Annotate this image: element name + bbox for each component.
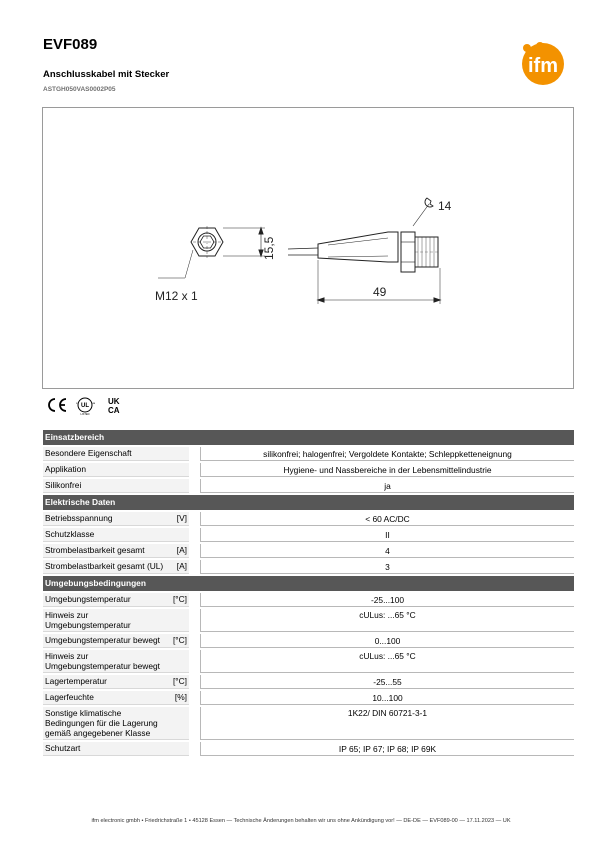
spec-label-cell	[43, 544, 189, 558]
spec-unit: [A]	[176, 545, 187, 555]
spec-unit: [A]	[176, 561, 187, 571]
spec-label: Strombelastbarkeit gesamt (UL)	[45, 561, 164, 571]
spec-label: Lagerfeuchte	[45, 692, 94, 702]
spec-label-cell	[43, 707, 189, 740]
section-header: Elektrische Daten	[43, 495, 574, 510]
section-header: Einsatzbereich	[43, 430, 574, 445]
spec-value: silikonfrei; halogenfrei; Vergoldete Kontakte; Schleppketteneignung	[200, 447, 574, 461]
specification-table	[43, 430, 574, 758]
spec-label-cell	[43, 691, 189, 705]
spec-row	[43, 707, 574, 740]
spec-label-cell	[43, 560, 189, 574]
spec-unit: [°C]	[172, 594, 187, 604]
spec-label: Lagertemperatur	[45, 676, 107, 686]
spec-row	[43, 675, 574, 689]
spec-row	[43, 463, 574, 477]
svg-text:UL: UL	[81, 403, 89, 409]
spec-row	[43, 479, 574, 493]
length-dimension-label: 49	[373, 285, 387, 299]
culus-listed-icon	[76, 398, 96, 415]
spec-label-cell	[43, 742, 189, 756]
spec-row	[43, 593, 574, 607]
spec-value: 4	[200, 544, 574, 558]
page-footer: ifm electronic gmbh • Friedrichstraße 1 • 45128 Essen — Technische Änderungen behalten wir uns ohne Ankündigung vor! — DE-DE — EVF089-00 — 17.11.2023 — UK	[91, 818, 511, 824]
ifm-logo	[514, 42, 572, 86]
article-code: ASTGH050VAS0002P05	[43, 86, 116, 93]
spec-value: 0...100	[200, 634, 574, 648]
spec-value: IP 65; IP 67; IP 68; IP 69K	[200, 742, 574, 756]
spec-row	[43, 560, 574, 574]
spec-value: cULus: ...65 °C	[200, 609, 574, 632]
ukca-mark-icon	[108, 397, 120, 415]
spec-unit: [°C]	[172, 676, 187, 686]
spec-label: Betriebsspannung	[45, 513, 113, 523]
certification-marks	[46, 395, 136, 415]
spec-label: Schutzart	[45, 743, 81, 753]
spec-value: II	[200, 528, 574, 542]
spec-label-cell	[43, 675, 189, 689]
spec-value: 3	[200, 560, 574, 574]
spec-value: Hygiene- und Nassbereiche in der Lebensmittelindustrie	[200, 463, 574, 477]
spec-label-cell	[43, 512, 189, 526]
spec-label-cell	[43, 650, 189, 673]
svg-text:CA: CA	[108, 406, 120, 415]
product-subtitle: Anschlusskabel mit Stecker	[43, 69, 170, 80]
spec-label: Umgebungstemperatur bewegt	[45, 635, 160, 645]
spec-label: Besondere Eigenschaft	[45, 448, 132, 458]
logo-text: ifm	[528, 55, 558, 77]
spec-label-cell	[43, 528, 189, 542]
svg-text:UK: UK	[108, 397, 120, 406]
spec-unit: [°C]	[172, 635, 187, 645]
spec-value: -25...100	[200, 593, 574, 607]
svg-text:us: us	[92, 401, 96, 405]
section-header: Umgebungsbedingungen	[43, 576, 574, 591]
product-title: EVF089	[43, 36, 98, 53]
spec-label-cell	[43, 593, 189, 607]
spec-row	[43, 742, 574, 756]
spec-value: 1K22/ DIN 60721-3-1	[200, 707, 574, 740]
spec-row	[43, 544, 574, 558]
spec-label: Schutzklasse	[45, 529, 95, 539]
spec-row	[43, 650, 574, 673]
thread-label: M12 x 1	[155, 289, 198, 303]
spec-value: < 60 AC/DC	[200, 512, 574, 526]
spec-label-cell	[43, 447, 189, 461]
spec-label: Applikation	[45, 464, 86, 474]
spec-label: Umgebungstemperatur	[45, 594, 131, 604]
spec-value: 10...100	[200, 691, 574, 705]
spec-row	[43, 447, 574, 461]
spec-row	[43, 512, 574, 526]
spec-label-cell	[43, 463, 189, 477]
ce-mark-icon	[49, 399, 66, 411]
spec-unit: [V]	[176, 513, 187, 523]
spec-value: cULus: ...65 °C	[200, 650, 574, 673]
spec-label-cell	[43, 479, 189, 493]
spec-value: -25...55	[200, 675, 574, 689]
spec-row	[43, 691, 574, 705]
spec-row	[43, 609, 574, 632]
spec-row	[43, 634, 574, 648]
spec-unit: [%]	[174, 692, 187, 702]
spec-label-cell	[43, 609, 189, 632]
svg-text:LISTED: LISTED	[80, 413, 90, 415]
spec-label: Hinweis zur Umgebungstemperatur bewegt	[45, 651, 160, 671]
spec-label: Strombelastbarkeit gesamt	[45, 545, 145, 555]
spec-label: Silikonfrei	[45, 480, 82, 490]
spec-label: Hinweis zur Umgebungstemperatur	[45, 610, 131, 630]
spec-label: Sonstige klimatische Bedingungen für die Lagerung gemäß angegebener Klasse	[45, 708, 158, 738]
spec-value: ja	[200, 479, 574, 493]
spec-label-cell	[43, 634, 189, 648]
height-dimension-label: 15,5	[262, 236, 276, 260]
svg-text:c: c	[76, 401, 78, 405]
dimension-drawing	[42, 107, 574, 389]
spec-row	[43, 528, 574, 542]
wrench-size-label: 14	[438, 199, 452, 213]
